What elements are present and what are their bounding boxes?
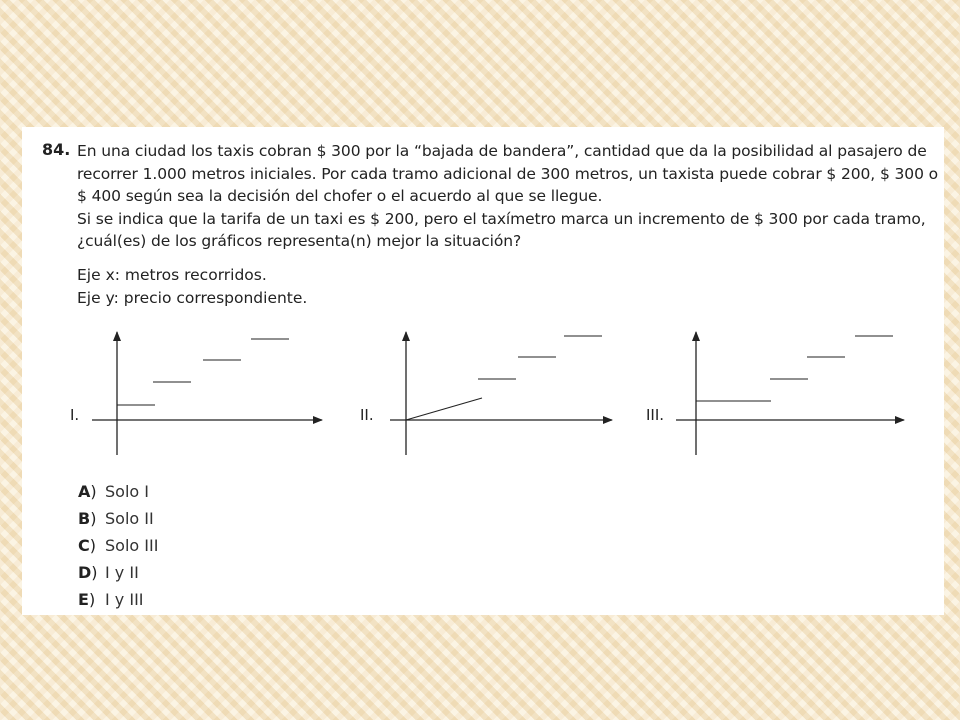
graph-i [70,322,330,462]
option-a[interactable]: A) Solo I [78,482,149,501]
option-c-text: Solo III [105,536,159,555]
option-a-letter: A [78,482,91,501]
graph-ii-ramp [406,398,482,420]
option-b-letter: B [78,509,91,528]
x-axis-description: Eje x: metros recorridos. [77,266,267,284]
option-d-letter: D [78,563,92,582]
option-d[interactable]: D) I y II [78,563,139,582]
option-a-text: Solo I [105,482,149,501]
question-line: recorrer 1.000 metros iniciales. Por cada tramo adicional de 300 metros, un taxista puede cobrar $ 200, $ 300 o [77,164,939,183]
question-line: Si se indica que la tarifa de un taxi es $ 200, pero el taxímetro marca un incremento de $ 300 por cada tramo, [77,209,926,228]
graph-i-plot [70,322,330,462]
graph-ii [360,322,620,462]
question-card [22,127,944,615]
graph-ii-label: II. [360,406,374,424]
graph-iii-plot [646,322,918,462]
question-line: $ 400 según sea la decisión del chofer o el acuerdo al que se llegue. [77,187,603,205]
axes-description [77,264,307,310]
option-c[interactable]: C) Solo III [78,536,159,555]
question-line: En una ciudad los taxis cobran $ 300 por la “bajada de bandera”, cantidad que da la posibilidad al pasajero de [77,142,927,160]
graph-iii [646,322,918,462]
option-e-text: I y III [105,590,144,609]
question-text [77,140,942,253]
graph-i-label: I. [70,406,80,424]
option-e-letter: E [78,590,89,609]
option-b-text: Solo II [105,509,154,528]
question-number: 84. [42,140,71,159]
graph-iii-label: III. [646,406,665,424]
question-line: ¿cuál(es) de los gráficos representa(n) mejor la situación? [77,232,522,250]
y-axis-description: Eje y: precio correspondiente. [77,289,308,307]
option-b[interactable]: B) Solo II [78,509,154,528]
answer-options [78,478,158,613]
option-d-text: I y II [105,563,139,582]
option-c-letter: C [78,536,90,555]
graph-ii-plot [360,322,620,462]
option-e[interactable]: E) I y III [78,590,144,609]
